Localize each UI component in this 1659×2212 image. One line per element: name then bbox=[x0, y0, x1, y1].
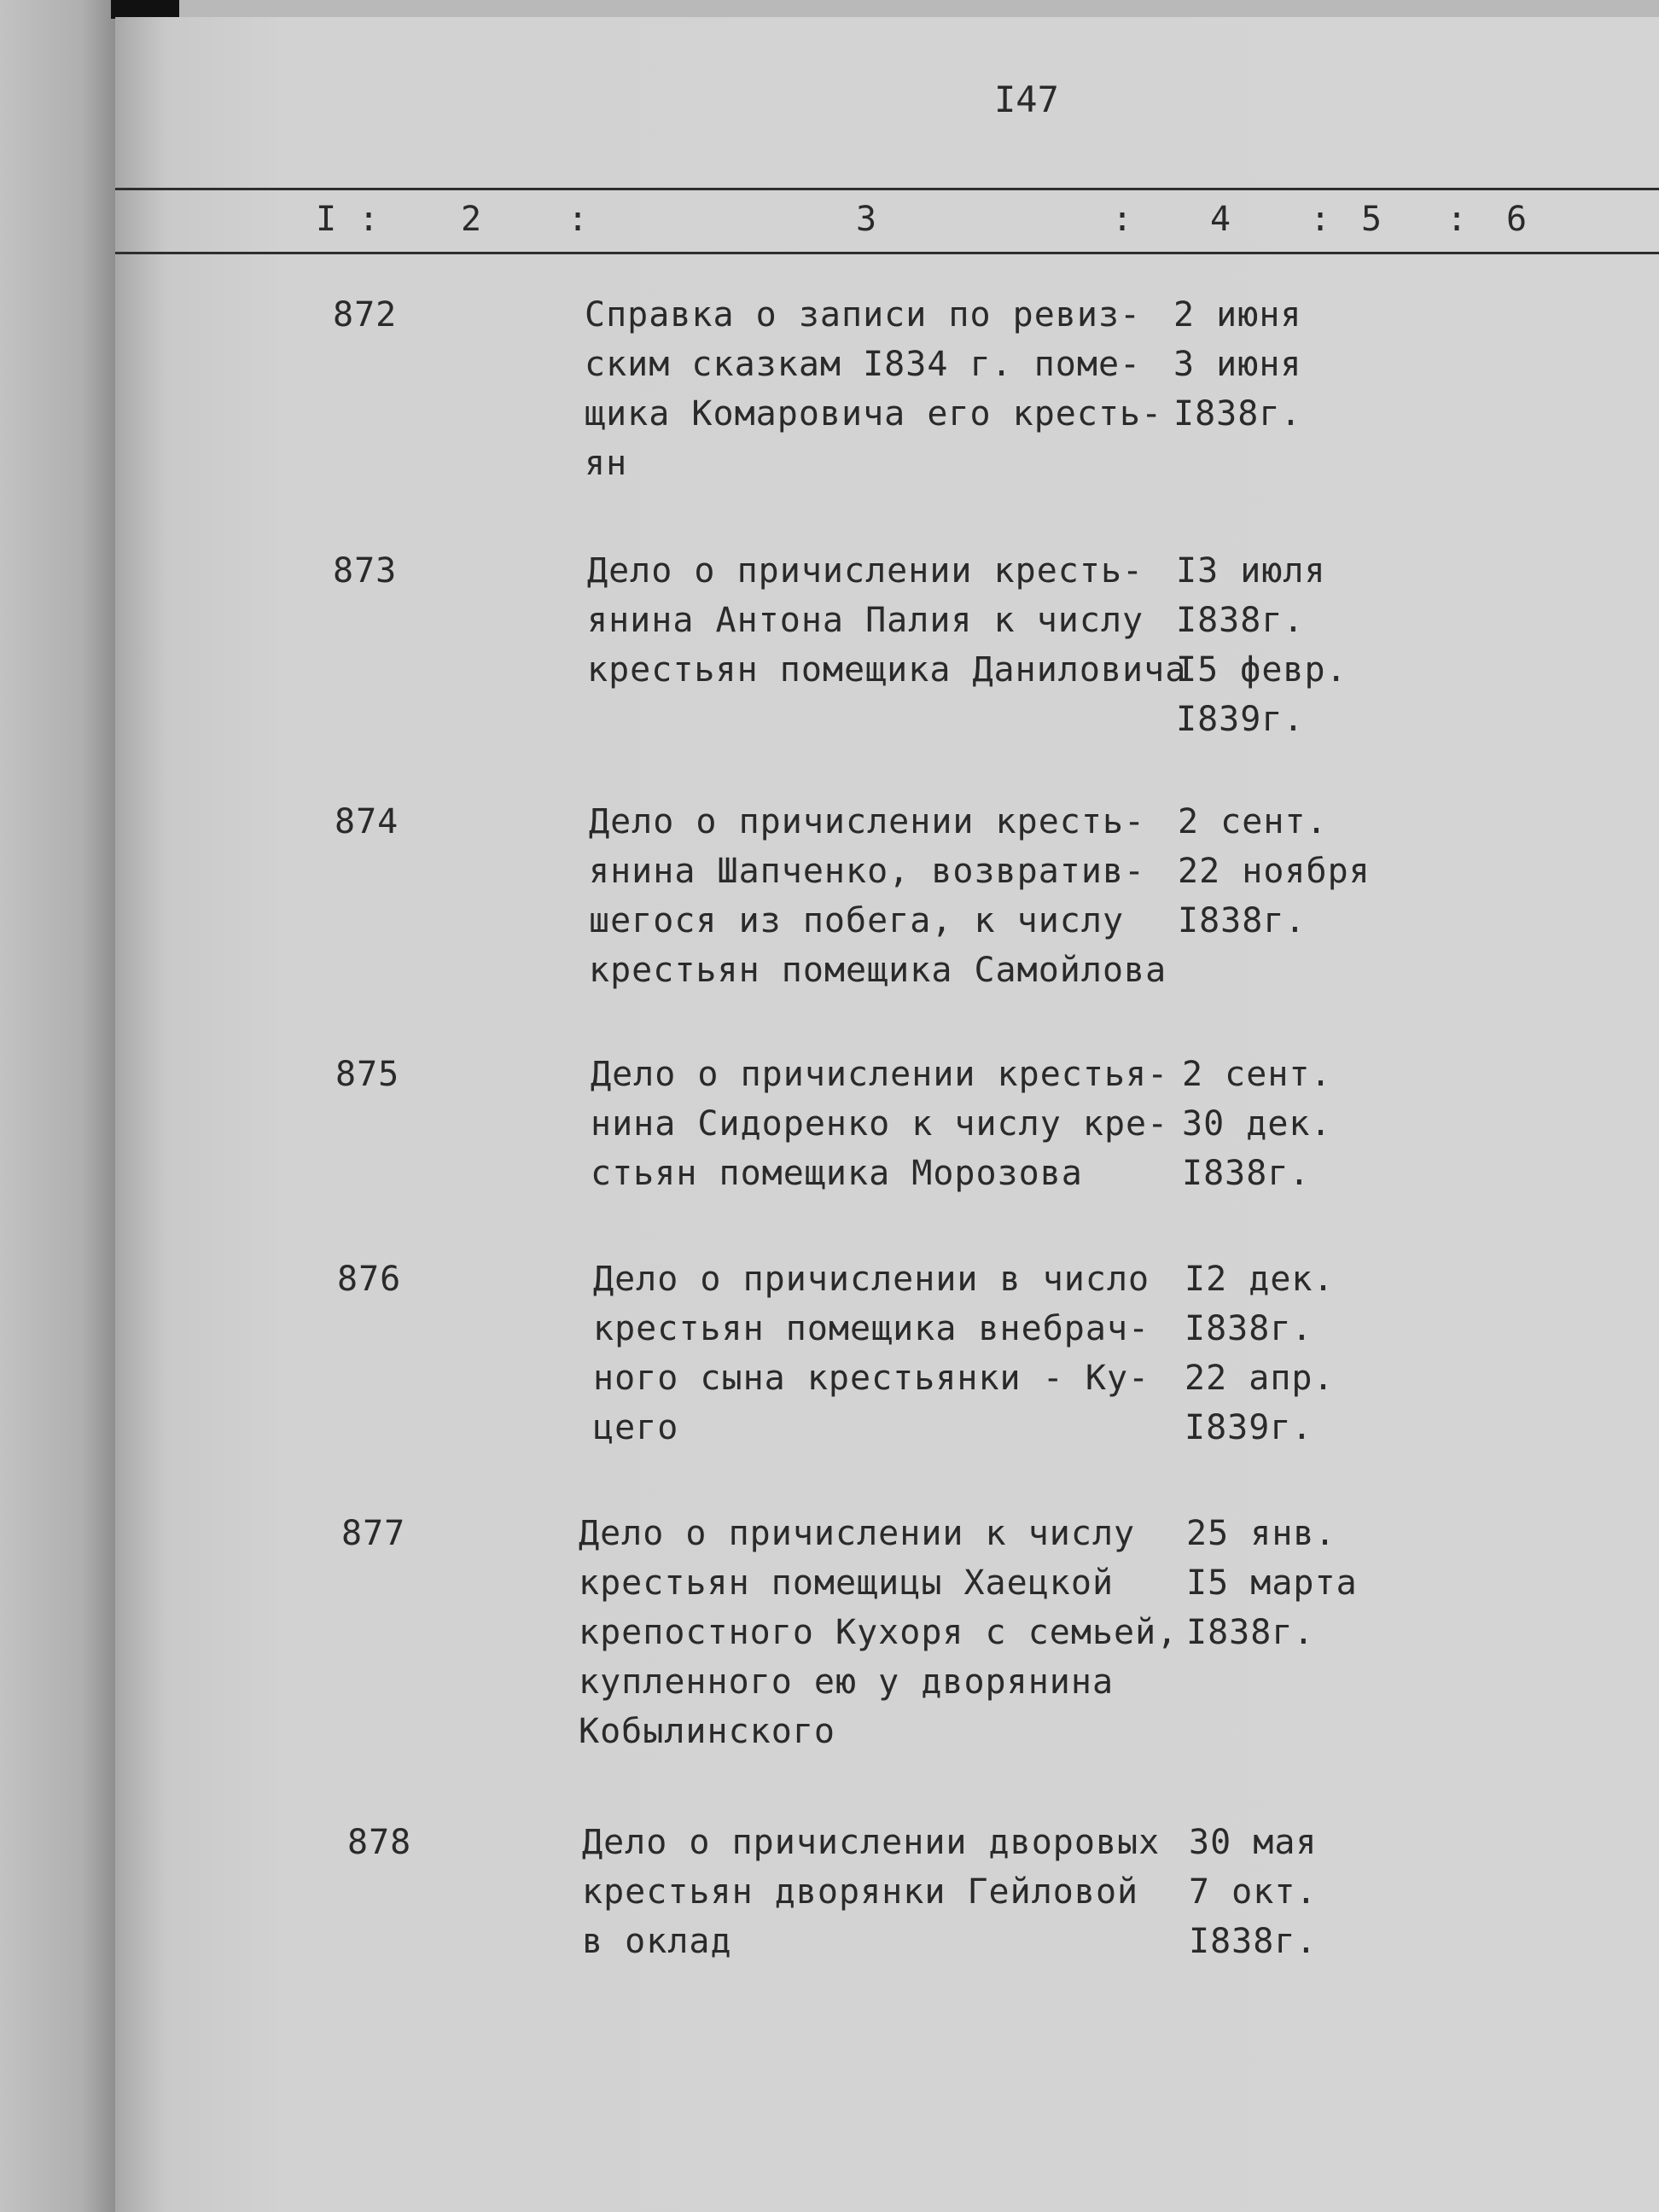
column-separator: : bbox=[358, 200, 380, 239]
entry-date: I3 июля bbox=[1176, 551, 1326, 591]
entry-description-line: Дело о причислении дворовых bbox=[582, 1823, 1161, 1862]
column-header-3: 3 bbox=[856, 200, 877, 239]
entry-description-line: Дело о причислении кресть- bbox=[589, 802, 1146, 841]
entry-date: 3 июня bbox=[1173, 345, 1302, 384]
entry-date: 22 апр. bbox=[1185, 1359, 1335, 1398]
entry-description-line: крестьян помещика внебрач- bbox=[593, 1309, 1150, 1348]
column-header-6: 6 bbox=[1506, 200, 1528, 239]
entry-number: 874 bbox=[335, 802, 399, 841]
entry-description-line: Справка о записи по ревиз- bbox=[585, 295, 1142, 335]
entry-date: I5 марта bbox=[1186, 1563, 1358, 1603]
entry-date: I838г. bbox=[1182, 1154, 1311, 1193]
entry-date: 30 мая bbox=[1189, 1823, 1318, 1862]
entry-date: I838г. bbox=[1189, 1922, 1318, 1961]
entry-description-line: стьян помещика Морозова bbox=[591, 1154, 1083, 1193]
entry-date: I838г. bbox=[1173, 394, 1302, 434]
left-margin bbox=[0, 0, 115, 2212]
entry-date: 22 ноября bbox=[1178, 852, 1371, 891]
entry-description-line: крестьян помещика Самойлова bbox=[589, 951, 1167, 990]
entry-date: 7 окт. bbox=[1189, 1872, 1318, 1912]
entry-description-line: ного сына крестьянки - Ку- bbox=[593, 1359, 1150, 1398]
column-header-2: 2 bbox=[461, 200, 482, 239]
column-separator: : bbox=[568, 200, 589, 239]
corner-mark bbox=[111, 0, 179, 19]
entry-description-line: янина Шапченко, возвратив- bbox=[589, 852, 1146, 891]
entry-number: 872 bbox=[333, 295, 398, 335]
entry-date: I838г. bbox=[1176, 601, 1305, 640]
entry-description-line: ским сказкам I834 г. поме- bbox=[585, 345, 1142, 384]
column-header-4: 4 bbox=[1210, 200, 1231, 239]
entry-date: 25 янв. bbox=[1186, 1514, 1336, 1553]
entry-description-line: шегося из побега, к числу bbox=[589, 901, 1125, 940]
entry-number: 875 bbox=[335, 1055, 400, 1094]
entry-description-line: купленного ею у дворянина bbox=[579, 1662, 1115, 1702]
entry-description-line: Дело о причислении кресть- bbox=[587, 551, 1144, 591]
entry-number: 873 bbox=[333, 551, 398, 591]
entry-date: I2 дек. bbox=[1185, 1260, 1335, 1299]
column-header-1: I bbox=[316, 200, 337, 239]
entry-description-line: крепостного Кухоря с семьей, bbox=[579, 1613, 1179, 1652]
column-separator: : bbox=[1310, 200, 1331, 239]
entry-description-line: Кобылинского bbox=[579, 1712, 835, 1751]
entry-date: I838г. bbox=[1186, 1613, 1315, 1652]
entry-number: 876 bbox=[337, 1260, 402, 1299]
entry-date: I5 февр. bbox=[1176, 650, 1348, 690]
header-rule-bottom bbox=[115, 252, 1659, 254]
document-page bbox=[115, 17, 1659, 2212]
page-number: I47 bbox=[994, 79, 1059, 120]
entry-description-line: крестьян дворянки Гейловой bbox=[582, 1872, 1139, 1912]
entry-description-line: Дело о причислении к числу bbox=[579, 1514, 1136, 1553]
entry-description-line: нина Сидоренко к числу кре- bbox=[591, 1104, 1169, 1144]
entry-date: I838г. bbox=[1185, 1309, 1313, 1348]
column-header-5: 5 bbox=[1361, 200, 1382, 239]
entry-date: 2 сент. bbox=[1182, 1055, 1332, 1094]
entry-description-line: цего bbox=[593, 1408, 679, 1447]
column-separator: : bbox=[1112, 200, 1133, 239]
entry-number: 877 bbox=[341, 1514, 406, 1553]
entry-description-line: крестьян помещика Даниловича bbox=[587, 650, 1187, 690]
entry-description-line: янина Антона Палия к числу bbox=[587, 601, 1144, 640]
entry-date: I839г. bbox=[1185, 1408, 1313, 1447]
entry-number: 878 bbox=[347, 1823, 412, 1862]
entry-date: I839г. bbox=[1176, 700, 1305, 739]
entry-description-line: Дело о причислении крестья- bbox=[591, 1055, 1169, 1094]
header-rule-top bbox=[115, 188, 1659, 190]
entry-description-line: щика Комаровича его кресть- bbox=[585, 394, 1163, 434]
entry-description-line: ян bbox=[585, 444, 628, 483]
entry-date: 2 сент. bbox=[1178, 802, 1328, 841]
entry-description-line: Дело о причислении в число bbox=[593, 1260, 1150, 1299]
entry-date: 2 июня bbox=[1173, 295, 1302, 335]
entry-description-line: крестьян помещицы Хаецкой bbox=[579, 1563, 1115, 1603]
entry-description-line: в оклад bbox=[582, 1922, 732, 1961]
column-separator: : bbox=[1447, 200, 1468, 239]
entry-date: I838г. bbox=[1178, 901, 1307, 940]
entry-date: 30 дек. bbox=[1182, 1104, 1332, 1144]
